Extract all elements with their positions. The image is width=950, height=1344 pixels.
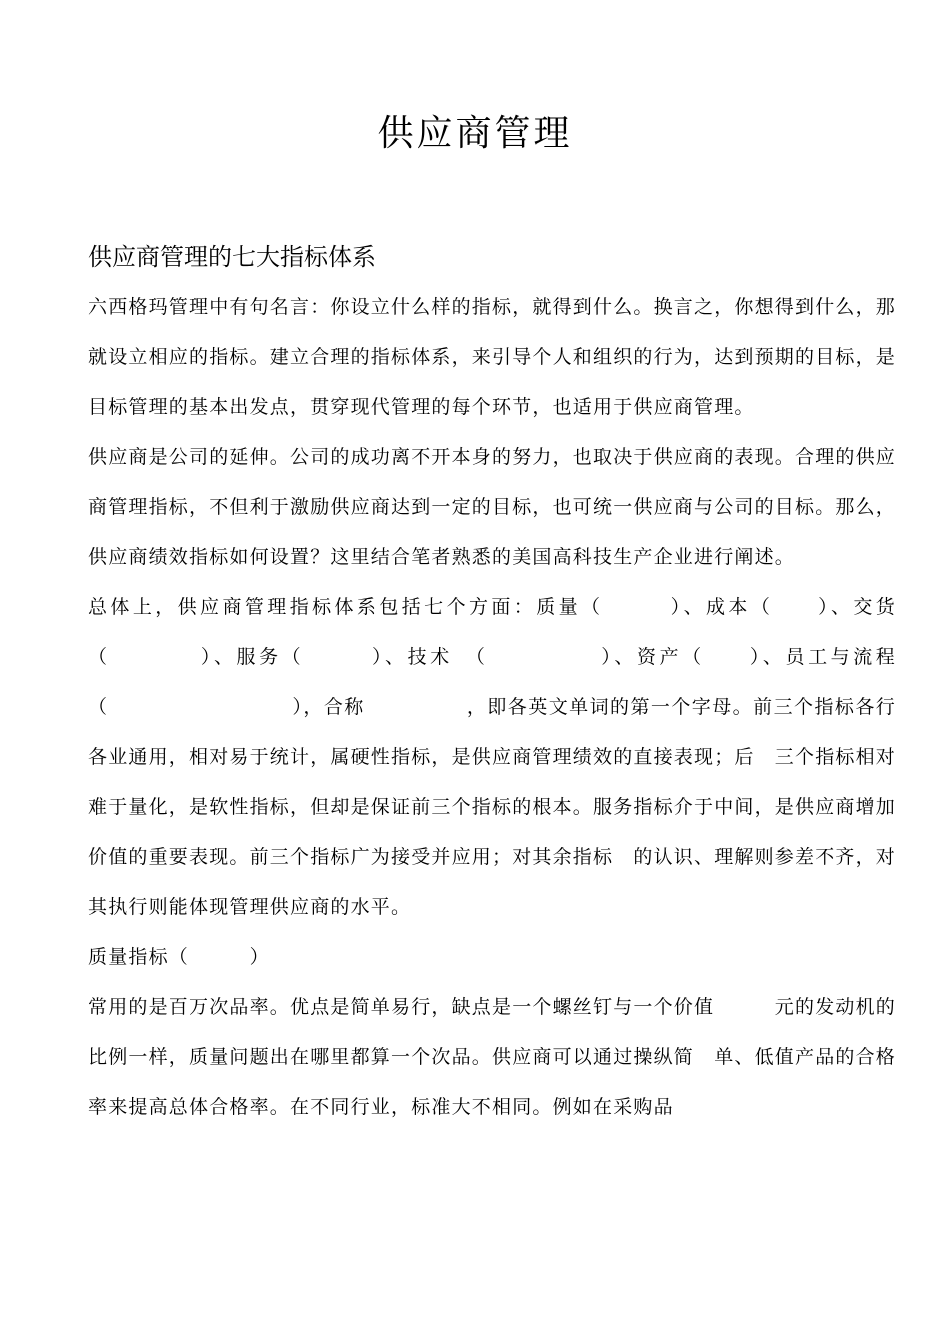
page-title: 供应商管理 [377, 113, 573, 154]
paragraph-quality-heading: 质量指标（ ） [88, 946, 270, 968]
paragraph-supplier-extension: 供应商是公司的延伸。公司的成功离不开本身的努力，也取决于供应商的表现。合理的供应商管理指标，不但利于激励供应商达到一定的目标，也可统一供应商与公司的目标。那么，供应商绩效指标如何设置？这里结合笔者熟悉的美国高科技生产企业进行阐述。 [88, 446, 897, 568]
paragraph-seven-indicators: 总体上，供应商管理指标体系包括七个方面：质量（ ）、成本（ ）、交货（ ）、服务（ ）、技术 （ ）、资产（ ）、员工与流程（ ），合称 ，即各英文单词的第一个字母。前三个指标各行各业通用，相对易于统计，属硬性指标，是供应商管理绩效的直接表现；后 三个指标相对难于量化，是软性指标，但却是保证前三个指标的根本。服务指标介于中间，是供应商增加价值的重要表现。前三个指标广为接受并应用；对其余指标 的认识、理解则参差不齐，对其执行则能体现管理供应商的水平。 [88, 596, 897, 918]
paragraph-quality-body: 常用的是百万次品率。优点是简单易行，缺点是一个螺丝钉与一个价值 元的发动机的比例一样，质量问题出在哪里都算一个次品。供应商可以通过操纵简 单、低值产品的合格率来提高总体合格率。在不同行业，标准大不相同。例如在采购品 [88, 996, 897, 1118]
body-text [88, 282, 896, 1132]
section-heading: 供应商管理的七大指标体系 [88, 243, 376, 271]
paragraph-intro: 六西格玛管理中有句名言：你设立什么样的指标，就得到什么。换言之，你想得到什么，那就设立相应的指标。建立合理的指标体系，来引导个人和组织的行为，达到预期的目标，是目标管理的基本出发点，贯穿现代管理的每个环节，也适用于供应商管理。 [88, 296, 897, 418]
